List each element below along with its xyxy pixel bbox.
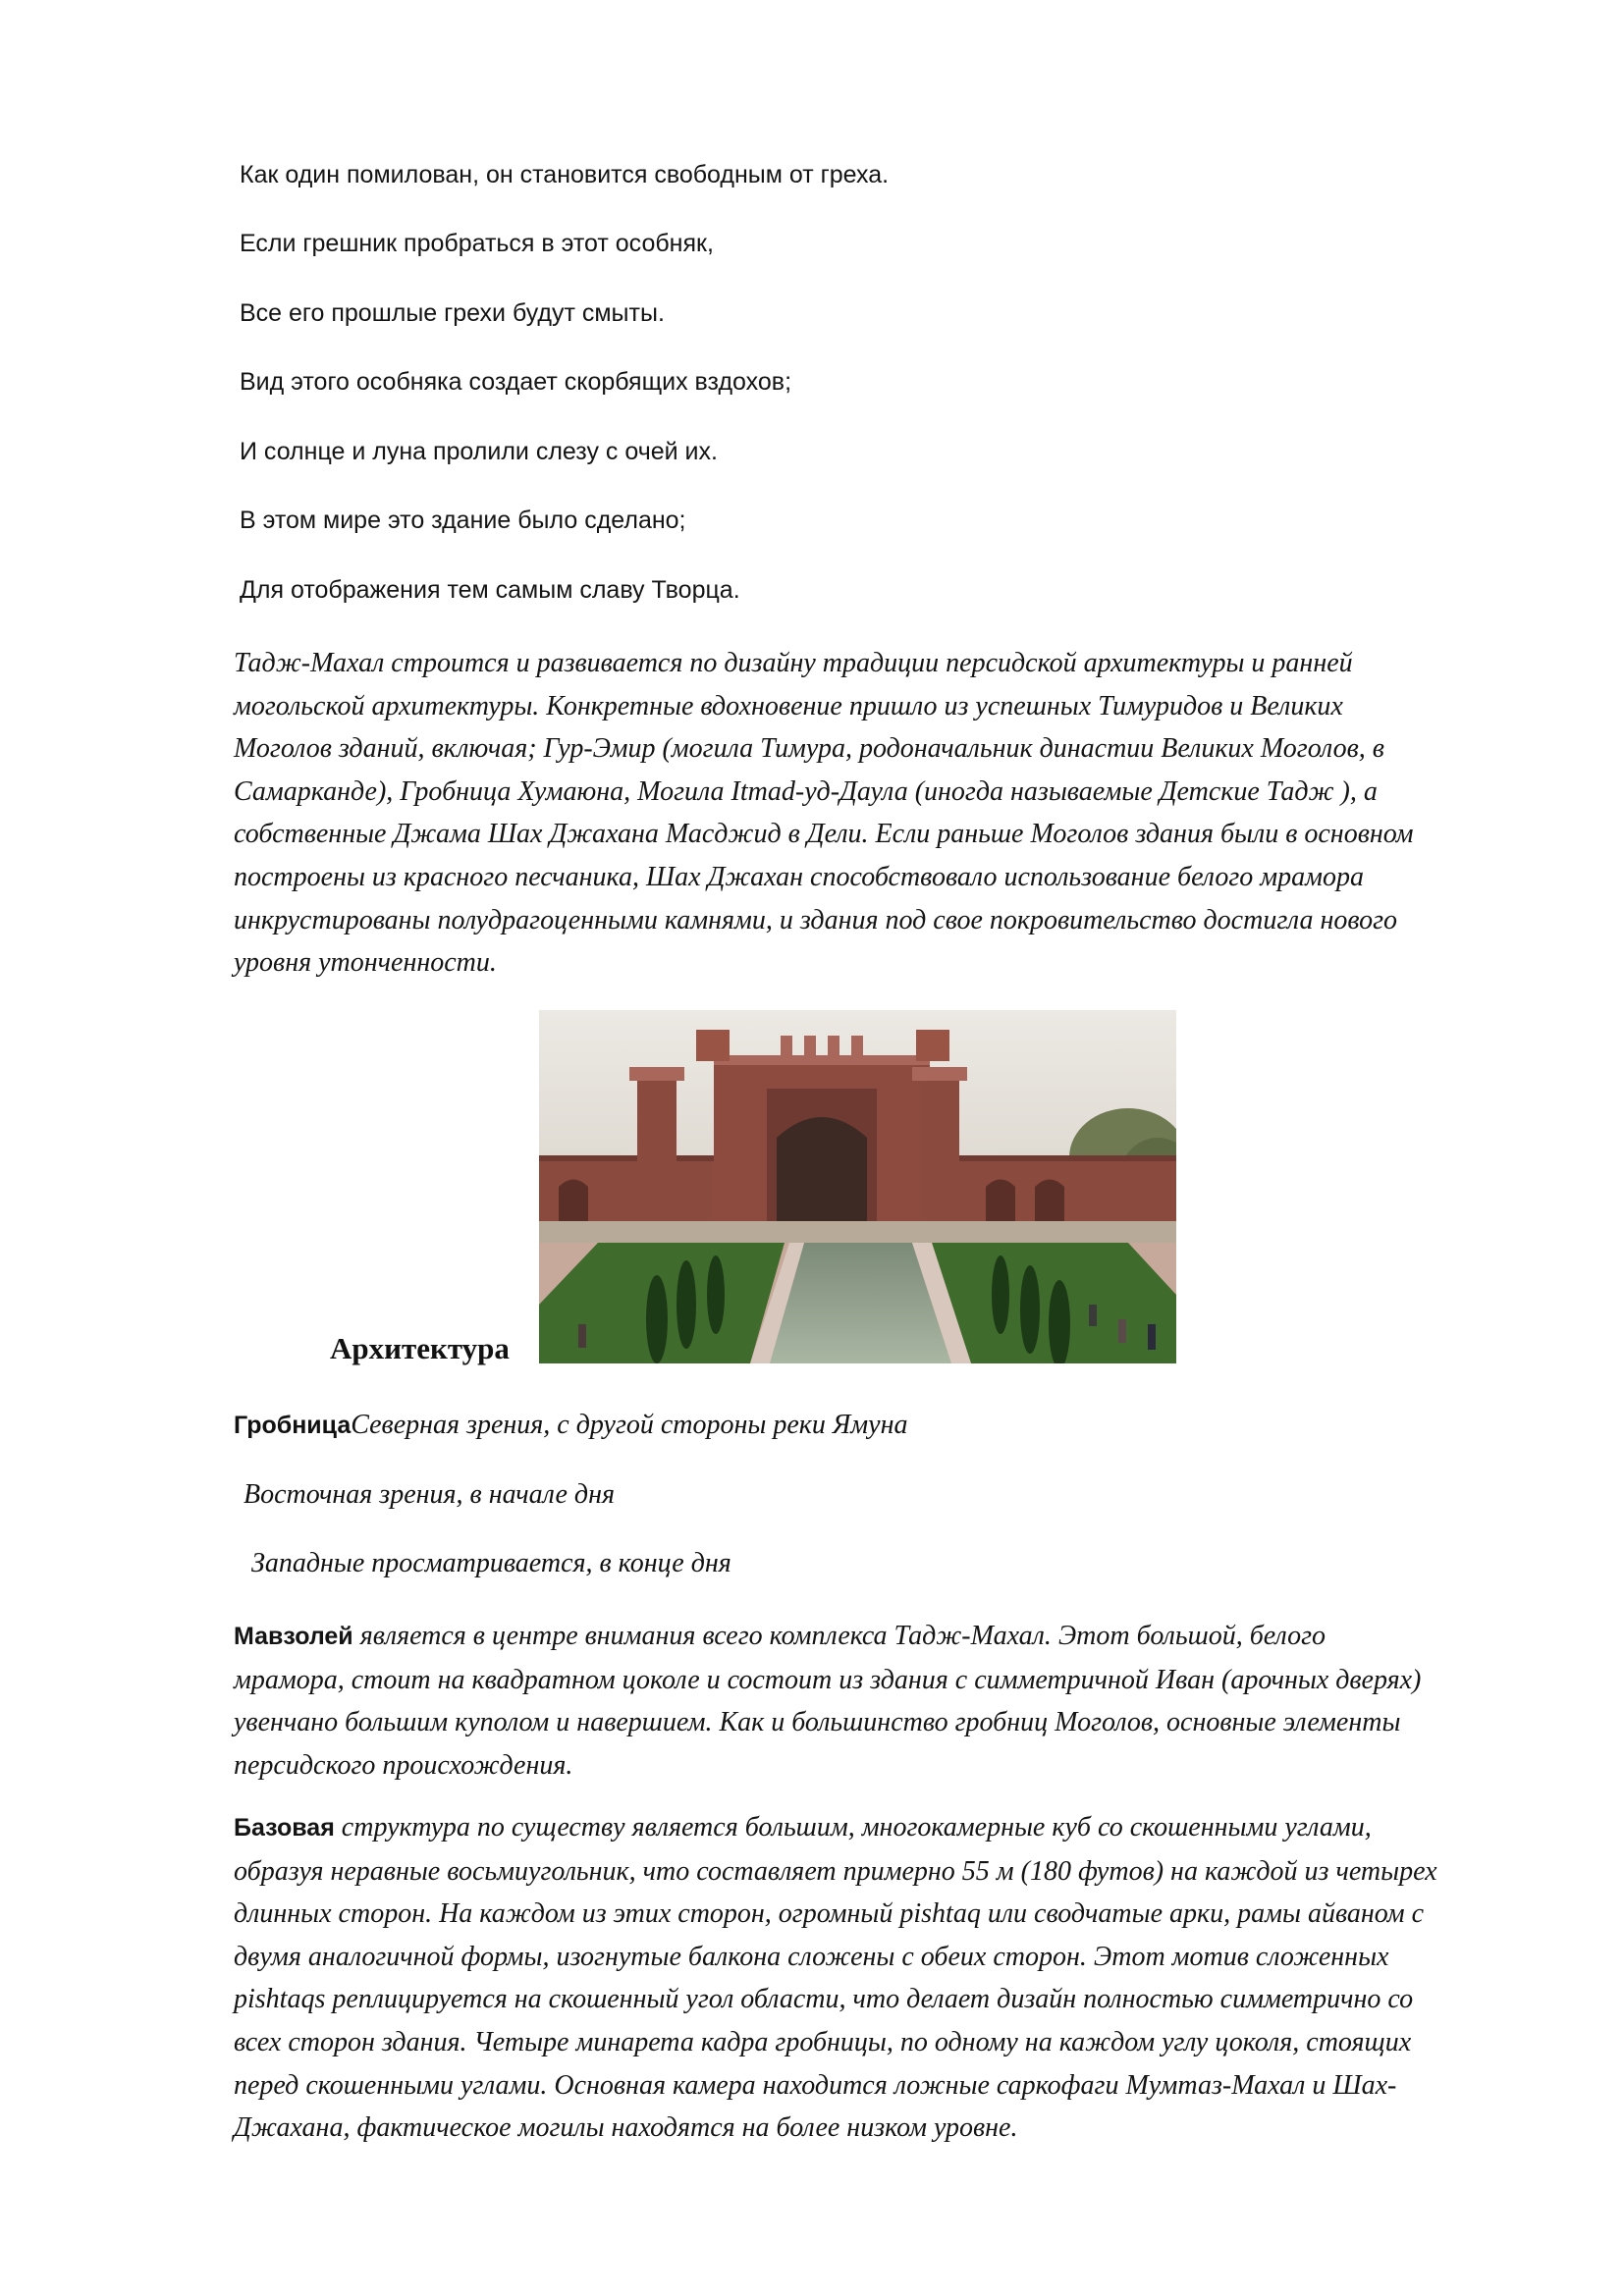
base-line: двумя аналогичной формы, изогнутые балкона сложены с обеих сторон. Этот мотив сложенных <box>234 1941 1389 1972</box>
caption-east: Восточная зрения, в начале дня <box>244 1479 615 1510</box>
caption-west: Западные просматривается, в конце дня <box>251 1548 731 1578</box>
poem-line-6: В этом мире это здание было сделано; <box>240 507 686 534</box>
base-line: всех сторон здания. Четыре минарета кадра гробницы, по одному на каждом углу цоколя, стоящих <box>234 2026 1412 2057</box>
poem-line-1: Как один помилован, он становится свободным от греха. <box>240 161 890 188</box>
mausoleum-lead: Мавзолей <box>234 1623 353 1650</box>
tomb-label: Гробница <box>234 1412 352 1439</box>
caption-text: Северная зрения, с другой стороны реки Ямуна <box>351 1410 908 1440</box>
intro-paragraph <box>234 642 1510 985</box>
caption-north <box>234 1408 908 1443</box>
poem-line-3: Все его прошлые грехи будут смыты. <box>240 299 665 327</box>
poem-line-2: Если грешник пробраться в этот особняк, <box>240 230 714 257</box>
base-line: длинных сторон. На каждом из этих сторон, огромный pishtaq или сводчатые арки, рамы айваном с <box>234 1898 1425 1930</box>
mausoleum-line: мрамора, стоит на квадратном цоколе и состоит из здания с симметричной Иван (арочных дверях) <box>234 1664 1422 1695</box>
base-line: перед скошенными углами. Основная камера находится ложные саркофаги Мумтаз-Махал и Шах- <box>234 2069 1397 2101</box>
mausoleum-line: Мавзолей является в центре внимания всего комплекса Тадж-Махал. Этот большой, белого <box>234 1621 1326 1651</box>
base-paragraph <box>234 1806 1510 2150</box>
intro-line: собственные Джама Шах Джахана Масджид в Дели. Если раньше Моголов здания были в основном <box>234 819 1414 850</box>
base-line: образуя неравные восьмиугольник, что составляет примерно 55 м (180 футов) на каждой из четырех <box>234 1855 1437 1887</box>
poem-line-5: И солнце и луна пролили слезу с очей их. <box>240 438 718 465</box>
mausoleum-line: персидского происхождения. <box>234 1749 573 1781</box>
gateway-photo <box>539 1010 1176 1363</box>
intro-line: инкрустированы полудрагоценными камнями, и здания под свое покровительство достигла нового <box>234 904 1398 935</box>
intro-line: могольской архитектуры. Конкретные вдохновение пришло из успешных Тимуридов и Великих <box>234 690 1343 721</box>
base-line: pishtaqs реплицируется на скошенный угол области, что делает дизайн полностью симметрично со <box>234 1984 1414 2015</box>
base-line: Джахана, фактическое могилы находятся на более низком уровне. <box>234 2112 1018 2144</box>
intro-line: построены из красного песчаника, Шах Джахан способствовало использование белого мрамора <box>234 861 1365 892</box>
base-lead: Базовая <box>234 1814 335 1842</box>
mausoleum-line: увенчано большим куполом и навершием. Как и большинство гробниц Моголов, основные элементы <box>234 1707 1401 1738</box>
intro-line: Тадж-Махал строится и развивается по дизайну традиции персидской архитектуры и ранней <box>234 648 1353 678</box>
mausoleum-paragraph <box>234 1615 1510 1787</box>
intro-line: Самарканде), Гробница Хумаюна, Могила Itmad-уд-Даула (иногда называемые Детские Тадж ), а <box>234 775 1378 807</box>
intro-line: уровня утонченности. <box>234 947 497 979</box>
base-line: Базовая структура по существу является большим, многокамерные куб со скошенными углами, <box>234 1812 1372 1842</box>
intro-line: Моголов зданий, включая; Гур-Эмир (могила Тимура, родоначальник династии Великих Моголов, в <box>234 733 1384 765</box>
section-heading: Архитектура <box>330 1331 510 1365</box>
poem-line-7: Для отображения тем самым славу Творца. <box>240 576 740 604</box>
poem-line-4: Вид этого особняка создает скорбящих вздохов; <box>240 368 792 396</box>
